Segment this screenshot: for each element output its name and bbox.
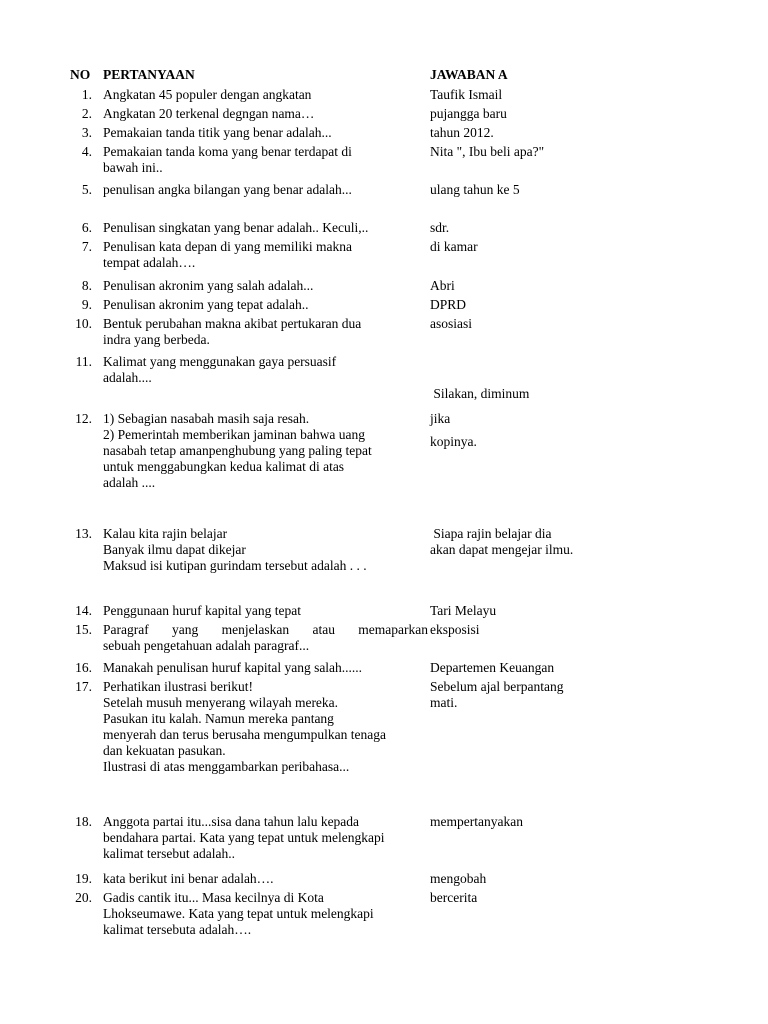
header-answer: JAWABAN A	[430, 67, 508, 82]
row-number: 3.	[81, 125, 92, 140]
question-line: adalah ....	[103, 475, 156, 490]
question-line: Setelah musuh menyerang wilayah mereka.	[103, 695, 339, 710]
question-line: Penulisan kata depan di yang memiliki makna	[103, 239, 352, 254]
answer-text	[430, 679, 730, 711]
answer-line: Nita ", Ibu beli apa?"	[430, 144, 545, 159]
question-line: Paragraf yang menjelaskan atau memaparkan	[103, 622, 428, 637]
question-text	[103, 87, 428, 103]
answer-text	[430, 182, 730, 198]
answer-line: Tari Melayu	[430, 603, 497, 618]
question-line: Kalimat yang menggunakan gaya persuasif	[103, 354, 337, 369]
row-number: 13.	[75, 526, 92, 541]
question-text	[103, 890, 428, 938]
answer-line: Sebelum ajal berpantang	[430, 679, 564, 694]
answer-line: pujangga baru	[430, 106, 507, 121]
question-line: penulisan angka bilangan yang benar adalah...	[103, 182, 352, 197]
question-text	[103, 220, 428, 236]
question-line: sebuah pengetahuan adalah paragraf...	[103, 638, 310, 653]
row-number: 20.	[75, 890, 92, 905]
row-number: 9.	[81, 297, 92, 312]
answer-line: mempertanyakan	[430, 814, 523, 829]
answer-line: DPRD	[430, 297, 467, 312]
answer-line: Abri	[430, 278, 455, 293]
question-line: 1) Sebagian nasabah masih saja resah.	[103, 411, 310, 426]
answer-text	[430, 814, 730, 830]
question-line: menyerah dan terus berusaha mengumpulkan tenaga	[103, 727, 387, 742]
question-text	[103, 679, 428, 775]
row-number: 5.	[81, 182, 92, 197]
row-number: 18.	[75, 814, 92, 829]
question-line: kata berikut ini benar adalah….	[103, 871, 274, 886]
row-number: 2.	[81, 106, 92, 121]
row-number: 19.	[75, 871, 92, 886]
row-number: 11.	[75, 354, 92, 369]
header-no: NO	[70, 67, 91, 82]
answer-line: Taufik Ismail	[430, 87, 503, 102]
question-line: Bentuk perubahan makna akibat pertukaran dua	[103, 316, 362, 331]
question-line: Angkatan 20 terkenal degngan nama…	[103, 106, 315, 121]
question-line: Kalau kita rajin belajar	[103, 526, 228, 541]
question-text	[103, 239, 428, 271]
row-number: 17.	[75, 679, 92, 694]
question-line: indra yang berbeda.	[103, 332, 210, 347]
question-line: bendahara partai. Kata yang tepat untuk melengkapi	[103, 830, 385, 845]
question-text	[103, 526, 428, 574]
row-number: 10.	[75, 316, 92, 331]
question-line: Maksud isi kutipan gurindam tersebut adalah . . .	[103, 558, 367, 573]
question-line: Pemakaian tanda titik yang benar adalah...	[103, 125, 332, 140]
answer-line: eksposisi	[430, 622, 480, 637]
question-line: nasabah tetap amanpenghubung yang paling tepat	[103, 443, 372, 458]
question-text	[103, 316, 428, 348]
answer-text	[430, 603, 730, 619]
row-number: 4.	[81, 144, 92, 159]
question-line: Banyak ilmu dapat dikejar	[103, 542, 246, 557]
question-text	[103, 182, 428, 198]
question-line: Lhokseumawe. Kata yang tepat untuk melengkapi	[103, 906, 374, 921]
question-line: adalah....	[103, 370, 152, 385]
question-line: 2) Pemerintah memberikan jaminan bahwa uang	[103, 427, 366, 442]
answer-text	[430, 871, 730, 887]
question-text	[103, 278, 428, 294]
answer-line: jika	[430, 411, 451, 426]
question-line: Anggota partai itu...sisa dana tahun lalu kepada	[103, 814, 360, 829]
answer-text	[430, 106, 730, 122]
row-number: 6.	[81, 220, 92, 235]
answer-text	[430, 297, 730, 313]
answer-text	[430, 622, 730, 638]
row-number: 14.	[75, 603, 92, 618]
question-line: Penulisan akronim yang salah adalah...	[103, 278, 314, 293]
answer-line: sdr.	[430, 220, 450, 235]
answer-line: asosiasi	[430, 316, 472, 331]
question-line: tempat adalah….	[103, 255, 196, 270]
question-line: Ilustrasi di atas menggambarkan peribahasa...	[103, 759, 350, 774]
question-line: kalimat tersebuta adalah….	[103, 922, 252, 937]
answer-line: mengobah	[430, 871, 487, 886]
answer-line: kopinya.	[430, 434, 477, 449]
answer-text	[430, 316, 730, 332]
question-line: Penggunaan huruf kapital yang tepat	[103, 603, 301, 618]
question-line: untuk menggabungkan kedua kalimat di atas	[103, 459, 345, 474]
answer-text	[430, 125, 730, 141]
answer-text	[430, 526, 730, 558]
row-number: 7.	[81, 239, 92, 254]
question-line: Penulisan singkatan yang benar adalah.. Keculi,..	[103, 220, 369, 235]
question-text	[103, 871, 428, 887]
question-line: Manakah penulisan huruf kapital yang salah......	[103, 660, 363, 675]
question-line: Penulisan akronim yang tepat adalah..	[103, 297, 309, 312]
question-line: Perhatikan ilustrasi berikut!	[103, 679, 253, 694]
row-number: 16.	[75, 660, 92, 675]
question-line: Angkatan 45 populer dengan angkatan	[103, 87, 312, 102]
row-number: 12.	[75, 411, 92, 426]
answer-text	[430, 890, 730, 906]
answer-line: bercerita	[430, 890, 478, 905]
question-line: Pasukan itu kalah. Namun mereka pantang	[103, 711, 334, 726]
answer-line: mati.	[430, 695, 458, 710]
question-line: kalimat tersebut adalah..	[103, 846, 235, 861]
answer-line: Siapa rajin belajar dia	[430, 526, 552, 541]
answer-text	[430, 220, 730, 236]
question-text	[103, 297, 428, 313]
header-question: PERTANYAAN	[103, 67, 195, 82]
question-text	[103, 660, 428, 676]
question-text	[103, 622, 428, 654]
question-text	[103, 125, 428, 141]
question-line: bawah ini..	[103, 160, 163, 175]
answer-text	[430, 87, 730, 103]
answer-text	[430, 660, 730, 676]
row-number: 8.	[81, 278, 92, 293]
answer-line: Departemen Keuangan	[430, 660, 555, 675]
question-line: Pemakaian tanda koma yang benar terdapat di	[103, 144, 352, 159]
question-line: dan kekuatan pasukan.	[103, 743, 226, 758]
question-text	[103, 411, 428, 491]
question-text	[103, 106, 428, 122]
answer-line: Silakan, diminum	[430, 386, 530, 401]
question-text	[103, 603, 428, 619]
question-line: Gadis cantik itu... Masa kecilnya di Kota	[103, 890, 324, 905]
question-text	[103, 144, 428, 176]
answer-text	[430, 239, 730, 255]
answer-line: tahun 2012.	[430, 125, 494, 140]
question-text	[103, 354, 428, 386]
answer-line: di kamar	[430, 239, 478, 254]
answer-text	[430, 144, 730, 160]
question-text	[103, 814, 428, 862]
answer-text	[430, 278, 730, 294]
row-number: 1.	[81, 87, 92, 102]
answer-line: akan dapat mengejar ilmu.	[430, 542, 574, 557]
row-number: 15.	[75, 622, 92, 637]
answer-text	[430, 411, 730, 427]
answer-line: ulang tahun ke 5	[430, 182, 520, 197]
